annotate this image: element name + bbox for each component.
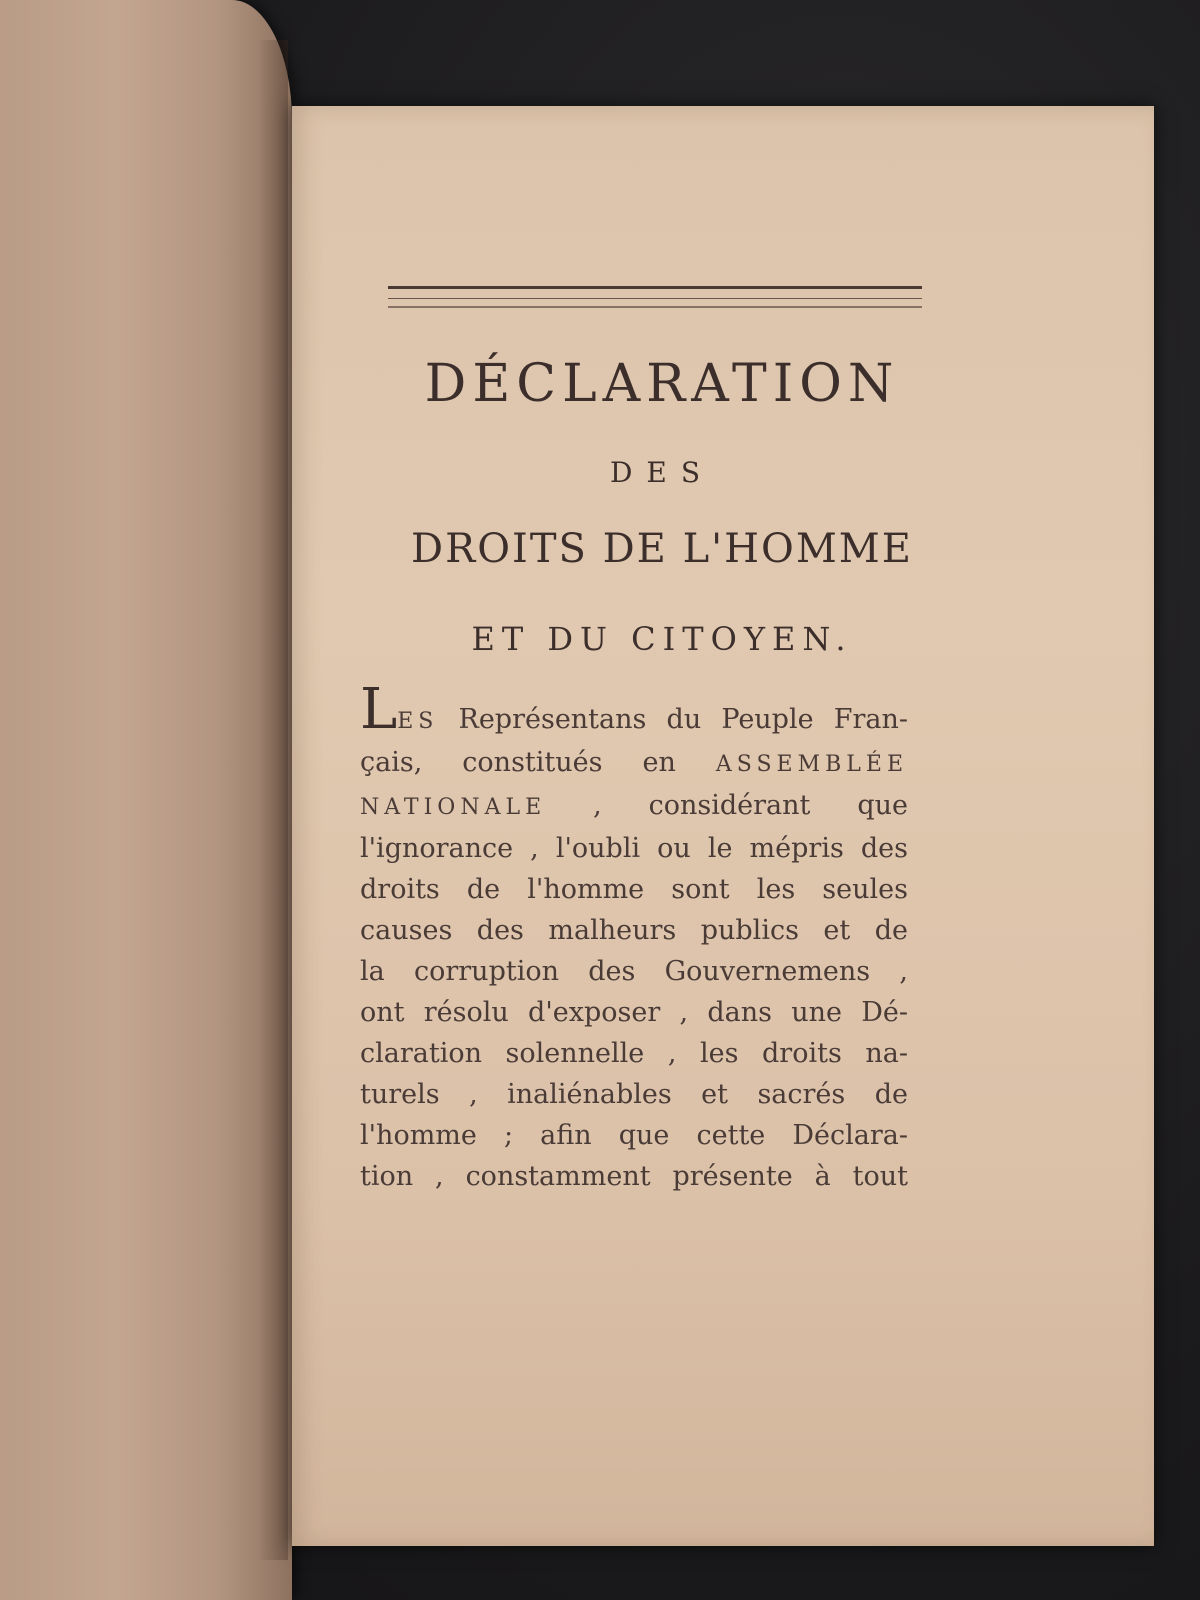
body-line-text: , considérant que: [546, 790, 908, 821]
drop-cap: L: [360, 677, 398, 742]
title-citoyen: ET DU CITOYEN.: [471, 620, 853, 658]
title-droits: DROITS DE L'HOMME: [411, 526, 913, 572]
body-line: [360, 742, 908, 785]
body-line: claration solennelle , les droits na-: [360, 1038, 908, 1069]
body-line: ont résolu d'exposer , dans une Dé-: [360, 997, 908, 1028]
body-paragraph: [360, 677, 908, 1197]
body-line: turels , inaliénables et sacrés de: [360, 1079, 908, 1110]
body-line: droits de l'homme sont les seules: [360, 874, 908, 905]
body-line: l'homme ; afin que cette Déclara-: [360, 1120, 908, 1151]
book-page: [292, 106, 1154, 1546]
body-line-text: Représentans du Peuple Fran-: [438, 704, 908, 735]
left-page: [0, 0, 292, 1600]
body-line-text: çais, constitués en: [360, 747, 716, 778]
body-line: [360, 785, 908, 828]
top-rule-thick: [388, 286, 922, 289]
top-rule-lower: [388, 306, 922, 308]
body-line: la corruption des Gouvernemens ,: [360, 956, 908, 987]
small-caps: NATIONALE: [360, 795, 547, 820]
top-rule-thin: [388, 298, 922, 299]
title-des: DES: [609, 456, 715, 489]
left-page-edge: [258, 40, 288, 1560]
body-line: [360, 677, 908, 742]
body-line: tion , constamment présente à tout: [360, 1161, 908, 1192]
body-line: causes des malheurs publics et de: [360, 915, 908, 946]
small-caps: ASSEMBLÉE: [715, 752, 908, 777]
small-caps: ES: [397, 709, 439, 734]
body-line: l'ignorance , l'oubli ou le mépris des: [360, 833, 908, 864]
page-title: DÉCLARATION: [424, 354, 900, 414]
